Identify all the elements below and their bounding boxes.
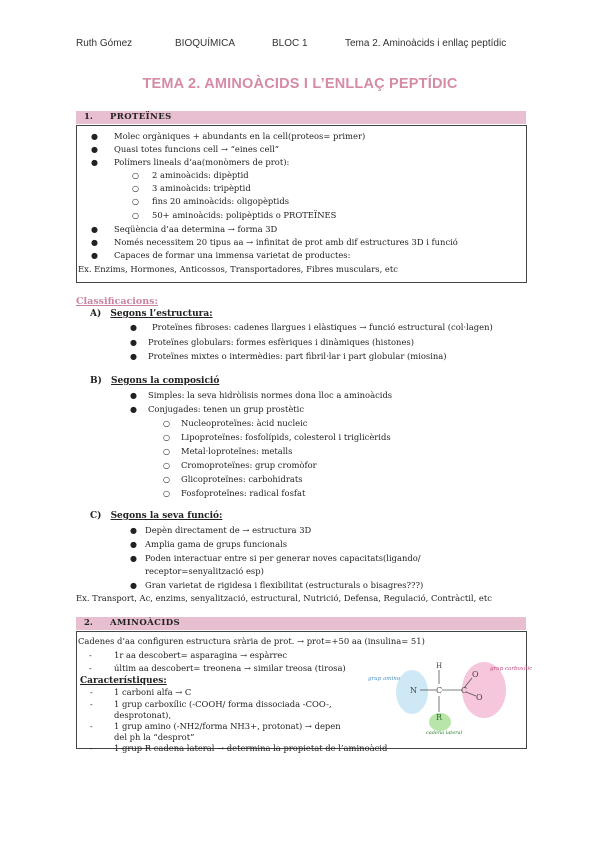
amino-dash-item-1: 1r aa descobert= asparagina → espàrrec [114,650,288,660]
protein-subitem-2: 3 aminoàcids: tripèptid [152,183,251,193]
atom-r: R [436,713,443,722]
feature-3: 1 grup amino (-NH2/forma NH3+, protonat) → depen [114,721,341,731]
class-c-item-4: Gran varietat de rigidesa i flexibilitat (estructurals o bisagres???) [145,580,424,590]
dash: - [89,651,92,660]
dash: - [90,700,93,709]
side-chain-label: cadena lateral [426,730,463,736]
circle-bullet: ○ [132,184,139,193]
header-block: BLOC 1 [272,38,308,49]
feature-4: 1 grup R cadena lateral → determina la propietat de l’aminoàcid [114,743,388,753]
circle-bullet: ○ [163,419,170,428]
circle-bullet: ○ [132,197,139,206]
carboxyl-group-label: grup carboxílic [490,666,533,672]
bullet: ● [91,238,98,247]
class-b-letter: B) [90,376,102,386]
section-1-label: PROTEÏNES [110,112,172,122]
bullet: ● [130,526,137,535]
atom-o: O [472,670,479,679]
amino-intro: Cadenes d’aa configuren estructura ѕrària de prot. → prot=+50 aa (insulina= 51) [78,636,425,646]
bullet: ● [130,352,137,361]
circle-bullet: ○ [163,461,170,470]
page-header [76,38,530,52]
atom-o-2: O [476,693,483,702]
circle-bullet: ○ [163,447,170,456]
amino-acid-structure-diagram [360,650,533,740]
class-a-heading [90,309,213,319]
class-c-item-1: Depèn directament de → estructura 3D [145,525,312,535]
dash: - [90,688,93,697]
protein-subitem-4: 50+ aminoàcids: polipèptids o PROTEÏNES [152,210,337,220]
classifications-heading: Classificacions: [76,296,158,307]
class-b-subitem-2: Lipoproteïnes: fosfolípids, colesterol i triglicèrids [181,432,391,442]
bullet: ● [130,540,137,549]
page-title: TEMA 2. AMINOÀCIDS I L’ENLLAÇ PEPTÍDIC [142,76,458,92]
feature-2: 1 grup carboxílic (-COOH/ forma dissociada -COO-, [114,699,332,709]
dash: - [90,722,93,731]
class-c-item-3: Poden interactuar entre si per generar noves capacitats(ligando/ [145,553,421,563]
class-b-title: Segons la composició [111,376,220,386]
circle-bullet: ○ [163,475,170,484]
atom-n: N [410,686,417,695]
section-2-number: 2. [84,618,93,628]
amino-group-label: grup amino [368,676,401,682]
protein-examples: Ex. Enzims, Hormones, Anticossos, Transportadores, Fibres musculars, etc [78,264,398,274]
protein-item-3: Polímers lineals d’aa(monòmers de prot): [114,157,290,167]
bullet: ● [91,145,98,154]
class-c-letter: C) [90,511,102,521]
dash: - [90,744,93,753]
header-subject: BIOQUÍMICA [175,38,236,49]
alpha-carbon: C [436,686,443,695]
bullet: ● [91,251,98,260]
section-2-heading [76,617,526,630]
bullet: ● [130,338,137,347]
amino-dash-item-2: últim aa descobert= treonena → similar treosa (tirosa) [114,663,346,673]
protein-item-1: Molec orgàniques + abundants en la cell(proteos= primer) [114,131,366,141]
header-topic: Tema 2. Aminoàcids i enllaç peptídic [345,38,507,49]
circle-bullet: ○ [132,171,139,180]
bullet: ● [91,158,98,167]
section-2-label: AMINOÀCIDS [110,618,180,628]
class-b-subitem-1: Nucleoproteïnes: àcid nucleic [181,418,308,428]
bullet: ● [130,405,137,414]
protein-item-5: Només necessitem 20 tipus aa → infinitat de prot amb dif estructures 3D i funció [114,237,458,247]
class-a-letter: A) [90,309,102,319]
protein-item-6: Capaces de formar una immensa varietat de productes: [114,250,351,260]
class-b-subitem-3: Metal·loproteïnes: metalls [181,446,293,456]
header-author: Ruth Gómez [76,38,133,49]
class-b-subitem-4: Cromoproteïnes: grup cromòfor [181,460,317,470]
bullet: ● [91,132,98,141]
class-a-title: Segons l’estructura: [110,309,213,319]
bullet: ● [130,581,137,590]
protein-item-4: Seqüència d’aa determina → forma 3D [114,224,278,234]
class-c-item-3-cont: receptor=senyalització esp) [145,566,264,576]
protein-subitem-3: fins 20 aminoàcids: oligopèptids [152,196,289,206]
feature-1: 1 carboni alfa → C [114,687,192,697]
class-c-heading [90,511,222,521]
bullet: ● [130,323,137,332]
bullet: ● [91,225,98,234]
bullet: ● [130,554,137,563]
protein-item-2: Quasi totes funcions cell → “eines cell” [114,144,280,154]
protein-subitem-1: 2 aminoàcids: dipèptid [152,170,249,180]
section-1-heading [76,111,526,124]
class-a-item-3: Proteïnes mixtes o intermèdies: part fibril·lar i part globular (miosina) [148,351,447,361]
atom-h: H [436,662,443,670]
class-c-examples: Ex. Transport, Ac, enzims, senyalització, estructural, Nutrició, Defensa, Regulació, Contràctil, etc [76,593,492,603]
feature-3-cont: del ph la “desprot” [114,732,195,742]
feature-2-cont: desprotonat), [114,710,172,720]
class-b-item-1: Simples: la seva hidròlisis normes dona lloc a aminoàcids [148,390,393,400]
class-b-heading [90,376,219,386]
class-b-subitem-5: Glicoproteïnes: carbohidrats [181,474,303,484]
bullet: ● [130,391,137,400]
class-a-item-2: Proteïnes globulars: formes esfèriques i dinàmiques (histones) [148,337,414,347]
section-1-number: 1. [84,112,93,122]
class-a-item-1: Proteïnes fibroses: cadenes llargues i elàstiques → funció estructural (col·lagen) [152,322,493,332]
class-c-title: Segons la seva funció: [110,511,223,521]
circle-bullet: ○ [163,489,170,498]
class-c-item-2: Amplia gama de grups funcionals [145,539,288,549]
class-b-subitem-6: Fosfoproteïnes: radical fosfat [181,488,306,498]
carboxyl-carbon: C [461,686,468,695]
circle-bullet: ○ [132,211,139,220]
dash: - [89,664,92,673]
circle-bullet: ○ [163,433,170,442]
class-b-item-2: Conjugades: tenen un grup prostètic [148,404,305,414]
features-heading: Característiques: [80,676,167,686]
proteins-box [76,125,527,283]
